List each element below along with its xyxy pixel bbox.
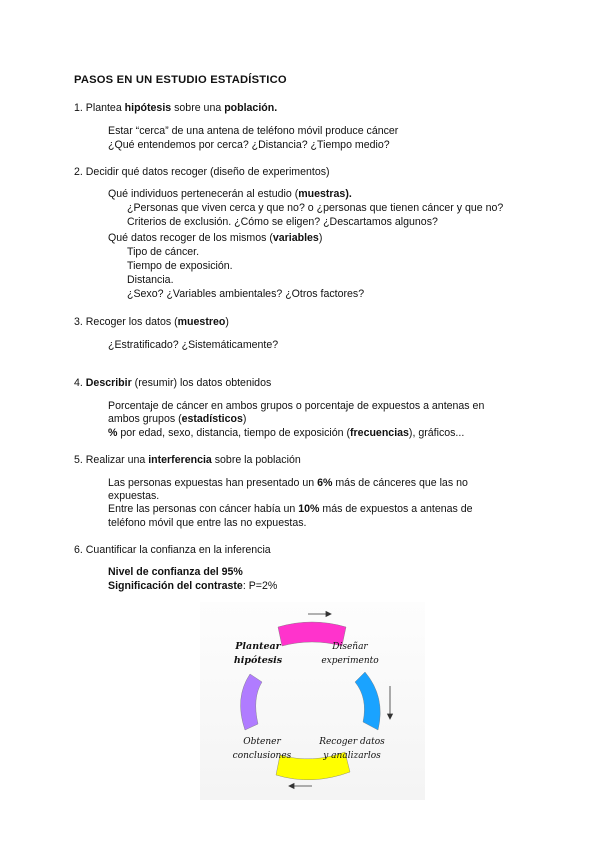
step4-line3-suffix: ), gráficos... xyxy=(408,427,465,439)
step6-keyword-significacion: Significación del contraste xyxy=(108,580,243,592)
step4-keyword-estadisticos: estadísticos xyxy=(181,413,243,425)
step5-l1-prefix: Las personas expuestas han presentado un xyxy=(108,477,318,489)
step1-line: ¿Qué entendemos por cerca? ¿Distancia? ¿Tiempo medio? xyxy=(108,139,390,151)
step3-prefix: 3. Recoger los datos ( xyxy=(74,316,178,328)
step4-keyword-percent: % xyxy=(108,427,118,439)
step2-q1-item: ¿Personas que viven cerca y que no? o ¿personas que tienen cáncer y que no? xyxy=(127,202,504,214)
step6-line2-suffix: : P=2% xyxy=(242,580,278,592)
step5-l1-suffix: más de cánceres que las no xyxy=(332,477,468,489)
step2-q2-suffix: ) xyxy=(318,232,323,244)
step1-mid: sobre una xyxy=(171,102,225,114)
step4-line2-suffix: ) xyxy=(242,413,247,425)
step2-question-variables xyxy=(108,232,322,245)
label-analizarlos: y analizarlos xyxy=(323,751,381,761)
step5-line xyxy=(108,477,468,490)
step3-heading xyxy=(74,316,229,329)
step3-suffix: ) xyxy=(225,316,229,328)
step5-l3-suffix: más de expuestos a antenas de xyxy=(319,503,473,515)
step5-l3-prefix: Entre las personas con cáncer había un xyxy=(108,503,299,515)
step3-line: ¿Estratificado? ¿Sistemáticamente? xyxy=(108,339,279,351)
statistical-cycle-diagram xyxy=(200,602,425,800)
step2-q2-prefix: Qué datos recoger de los mismos ( xyxy=(108,232,273,244)
step5-keyword-6-percent: 6% xyxy=(317,477,333,489)
label-conclusiones: conclusiones xyxy=(232,751,292,761)
step4-rest: (resumir) los datos obtenidos xyxy=(131,377,272,389)
step6-line xyxy=(108,580,277,593)
label-hipotesis: hipótesis xyxy=(233,655,283,666)
step1-prefix: 1. Plantea xyxy=(74,102,125,114)
step4-line3-mid: por edad, sexo, distancia, tiempo de exposición ( xyxy=(117,427,351,439)
step6-keyword-nivel-confianza: Nivel de confianza del 95% xyxy=(108,566,243,578)
step1-keyword-hipotesis: hipótesis xyxy=(124,102,172,114)
step5-line: expuestas. xyxy=(108,490,160,502)
step5-keyword-10-percent: 10% xyxy=(298,503,320,515)
step2-q2-item: Distancia. xyxy=(127,274,174,286)
label-recoger-datos: Recoger datos xyxy=(319,737,385,747)
step4-number: 4. xyxy=(74,377,86,389)
step2-q2-item: Tiempo de exposición. xyxy=(127,260,233,272)
label-experimento: experimento xyxy=(321,656,379,666)
step4-keyword-frecuencias: frecuencias xyxy=(350,427,409,439)
step2-q2-item: Tipo de cáncer. xyxy=(127,246,200,258)
step5-line xyxy=(108,503,473,516)
step4-line xyxy=(108,427,464,440)
step1-keyword-poblacion: población. xyxy=(224,102,278,114)
step6-line xyxy=(108,566,243,579)
step3-keyword-muestreo: muestreo xyxy=(177,316,226,328)
step5-heading xyxy=(74,454,301,467)
step5-keyword-interferencia: interferencia xyxy=(148,454,212,466)
step6-heading: 6. Cuantificar la confianza en la inferencia xyxy=(74,544,271,556)
step2-q1-prefix: Qué individuos pertenecerán al estudio ( xyxy=(108,188,299,200)
page-title: PASOS EN UN ESTUDIO ESTADÍSTICO xyxy=(74,74,287,86)
step4-line xyxy=(108,413,246,426)
step5-prefix: 5. Realizar una xyxy=(74,454,149,466)
label-disenar: Diseñar xyxy=(332,642,368,652)
label-obtener: Obtener xyxy=(243,737,281,747)
step2-question-muestras xyxy=(108,188,352,201)
step2-keyword-variables: variables xyxy=(272,232,319,244)
step2-keyword-muestras: muestras). xyxy=(298,188,352,200)
step4-keyword-describir: Describir xyxy=(85,377,132,389)
step4-heading xyxy=(74,377,271,390)
step2-heading: 2. Decidir qué datos recoger (diseño de experimentos) xyxy=(74,166,330,178)
step1-heading xyxy=(74,102,277,115)
label-plantear: Plantear xyxy=(235,641,281,652)
step4-line: Porcentaje de cáncer en ambos grupos o porcentaje de expuestos a antenas en xyxy=(108,400,485,412)
step1-line: Estar “cerca” de una antena de teléfono móvil produce cáncer xyxy=(108,125,399,137)
step2-q1-item: Criterios de exclusión. ¿Cómo se eligen? ¿Descartamos algunos? xyxy=(127,216,438,228)
step2-q2-item: ¿Sexo? ¿Variables ambientales? ¿Otros factores? xyxy=(127,288,365,300)
step4-line2-prefix: ambos grupos ( xyxy=(108,413,182,425)
step5-line: teléfono móvil que entre las no expuestas. xyxy=(108,517,307,529)
step5-suffix: sobre la población xyxy=(211,454,301,466)
